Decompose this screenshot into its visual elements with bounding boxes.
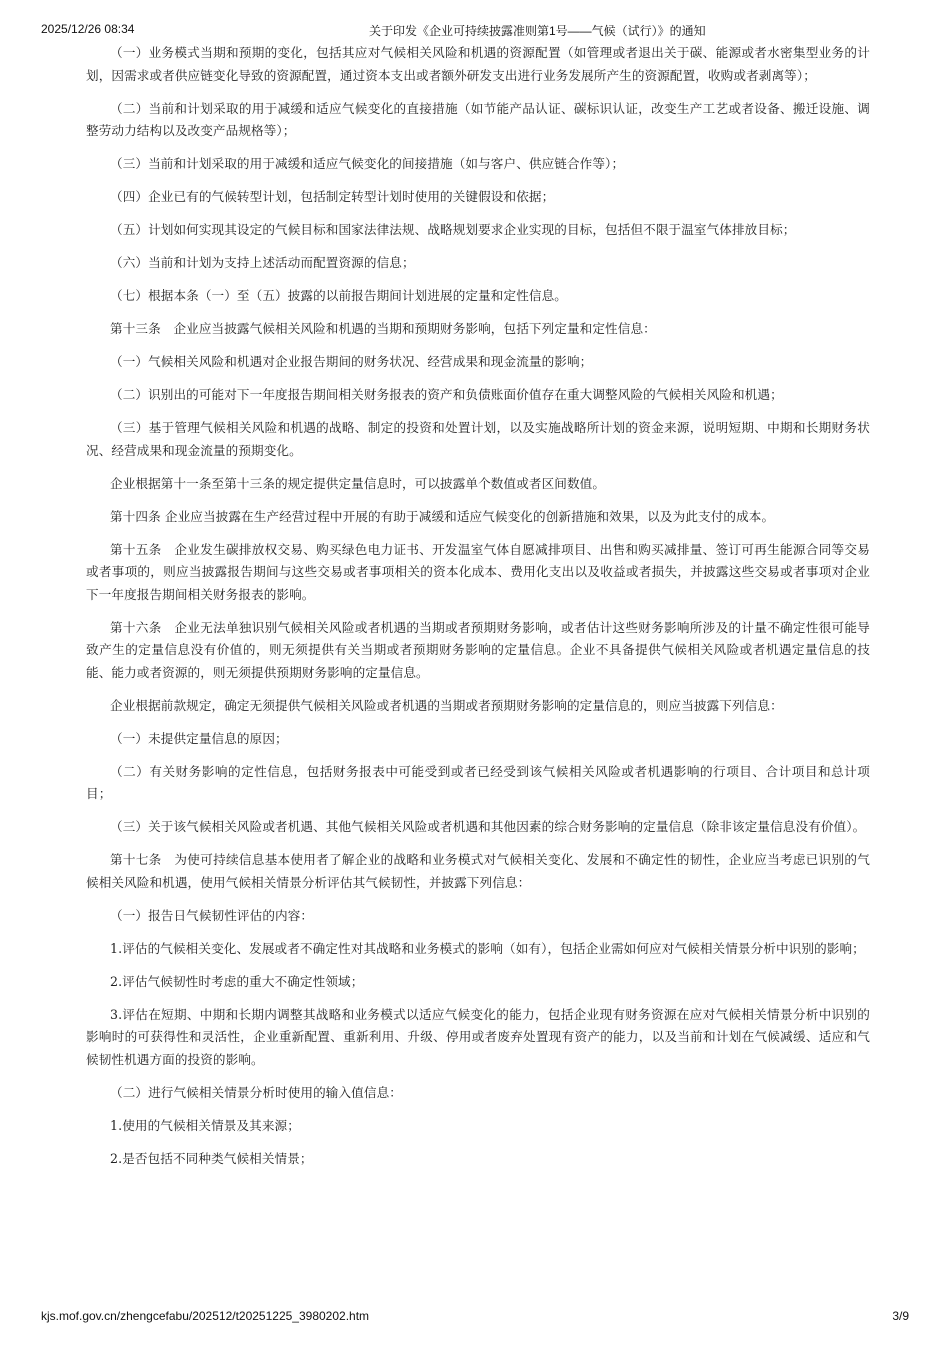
paragraph: （二）识别出的可能对下一年度报告期间相关财务报表的资产和负债账面价值存在重大调整风险的气候相关风险和机遇； bbox=[110, 387, 783, 402]
paragraph: 1.评估的气候相关变化、发展或者不确定性对其战略和业务模式的影响（如有），包括企业需如何应对气候相关情景分析中识别的影响； bbox=[110, 940, 865, 956]
paragraph: 1.使用的气候相关情景及其来源； bbox=[110, 1117, 300, 1133]
paragraph: 企业根据前款规定，确定无须提供气候相关风险或者机遇的当期或者预期财务影响的定量信息的，则应当披露下列信息： bbox=[110, 697, 783, 713]
article-15: 第十五条 企业发生碳排放权交易、购买绿色电力证书、开发温室气体自愿减排项目、出售和购买减排量、签订可再生能源合同等交易或者事项的，则应当披露报告期间与这些交易或者事项相关的资本化成本、费用化支出以及收益或者损失，并披露这些交易或者事项对企业下一年度报告期间相关财务报表的影响。 bbox=[86, 541, 870, 602]
paragraph: （七）根据本条（一）至（五）披露的以前报告期间计划进展的定量和定性信息。 bbox=[110, 288, 567, 303]
paragraph: （二）有关财务影响的定性信息，包括财务报表中可能受到或者已经受到该气候相关风险或者机遇影响的行项目、合计项目和总计项目； bbox=[86, 763, 870, 801]
paragraph: 2.是否包括不同种类气候相关情景； bbox=[110, 1150, 313, 1166]
paragraph: （一）气候相关风险和机遇对企业报告期间的财务状况、经营成果和现金流量的影响； bbox=[110, 354, 593, 369]
print-footer bbox=[41, 1309, 909, 1329]
article-14: 第十四条 企业应当披露在生产经营过程中开展的有助于减缓和适应气候变化的创新措施和效果，以及为此支付的成本。 bbox=[110, 508, 775, 524]
paragraph: （一）业务模式当期和预期的变化，包括其应对气候相关风险和机遇的资源配置（如管理或者退出关于碳、能源或者水密集型业务的计划，因需求或者供应链变化导致的资源配置，通过资本支出或者额外研发支出进行业务发展所产生的资源配置，收购或者剥离等）； bbox=[86, 45, 870, 83]
article-16: 第十六条 企业无法单独识别气候相关风险或者机遇的当期或者预期财务影响，或者估计这些财务影响所涉及的计量不确定性很可能导致产生的定量信息没有价值的，则无须提供有关当期或者预期财务影响的定量信息。企业不具备提供气候相关风险或者机遇定量信息的技能、能力或者资源的，则无须提供预期财务影响的定量信息。 bbox=[86, 619, 870, 680]
paragraph: 3.评估在短期、中期和长期内调整其战略和业务模式以适应气候变化的能力，包括企业现有财务资源在应对气候相关情景分析中识别的影响时的可获得性和灵活性，企业重新配置、重新利用、升级、停用或者废弃处置现有资产的能力，以及当前和计划在气候减缓、适应和气候韧性机遇方面的投资的影响。 bbox=[86, 1006, 870, 1067]
paragraph: （三）基于管理气候相关风险和机遇的战略、制定的投资和处置计划，以及实施战略所计划的资金来源，说明短期、中期和长期财务状况、经营成果和现金流量的预期变化。 bbox=[86, 420, 870, 458]
print-datetime: 2025/12/26 08:34 bbox=[41, 22, 135, 36]
print-header bbox=[41, 22, 909, 42]
article-body bbox=[86, 42, 870, 1181]
paragraph: （三）关于该气候相关风险或者机遇、其他气候相关风险或者机遇和其他因素的综合财务影响的定量信息（除非该定量信息没有价值）。 bbox=[110, 819, 866, 834]
paragraph: 2.评估气候韧性时考虑的重大不确定性领域； bbox=[110, 973, 364, 989]
paragraph: （四）企业已有的气候转型计划，包括制定转型计划时使用的关键假设和依据； bbox=[110, 189, 555, 204]
article-17: 第十七条 为使可持续信息基本使用者了解企业的战略和业务模式对气候相关变化、发展和不确定性的韧性，企业应当考虑已识别的气候相关风险和机遇，使用气候相关情景分析评估其气候韧性，并披露下列信息： bbox=[86, 852, 870, 890]
paragraph: （二）当前和计划采取的用于减缓和适应气候变化的直接措施（如节能产品认证、碳标识认证，改变生产工艺或者设备、搬迁设施、调整劳动力结构以及改变产品规格等）； bbox=[86, 100, 870, 138]
paragraph: （五）计划如何实现其设定的气候目标和国家法律法规、战略规划要求企业实现的目标，包括但不限于温室气体排放目标； bbox=[110, 222, 796, 237]
paragraph: （一）报告日气候韧性评估的内容： bbox=[110, 907, 314, 923]
paragraph: （六）当前和计划为支持上述活动而配置资源的信息； bbox=[110, 255, 415, 270]
paragraph: （二）进行气候相关情景分析时使用的输入值信息： bbox=[110, 1084, 402, 1100]
page-url: kjs.mof.gov.cn/zhengcefabu/202512/t20251225_3980202.htm bbox=[41, 1309, 370, 1323]
article-13: 第十三条 企业应当披露气候相关风险和机遇的当期和预期财务影响，包括下列定量和定性信息： bbox=[110, 321, 656, 336]
document-title: 关于印发《企业可持续披露准则第1号——气候（试行）》的通知 bbox=[369, 24, 706, 38]
page-number: 3/9 bbox=[892, 1309, 909, 1323]
paragraph: （一）未提供定量信息的原因； bbox=[110, 730, 288, 746]
paragraph: （三）当前和计划采取的用于减缓和适应气候变化的间接措施（如与客户、供应链合作等）； bbox=[110, 156, 625, 171]
paragraph: 企业根据第十一条至第十三条的规定提供定量信息时，可以披露单个数值或者区间数值。 bbox=[110, 475, 606, 491]
